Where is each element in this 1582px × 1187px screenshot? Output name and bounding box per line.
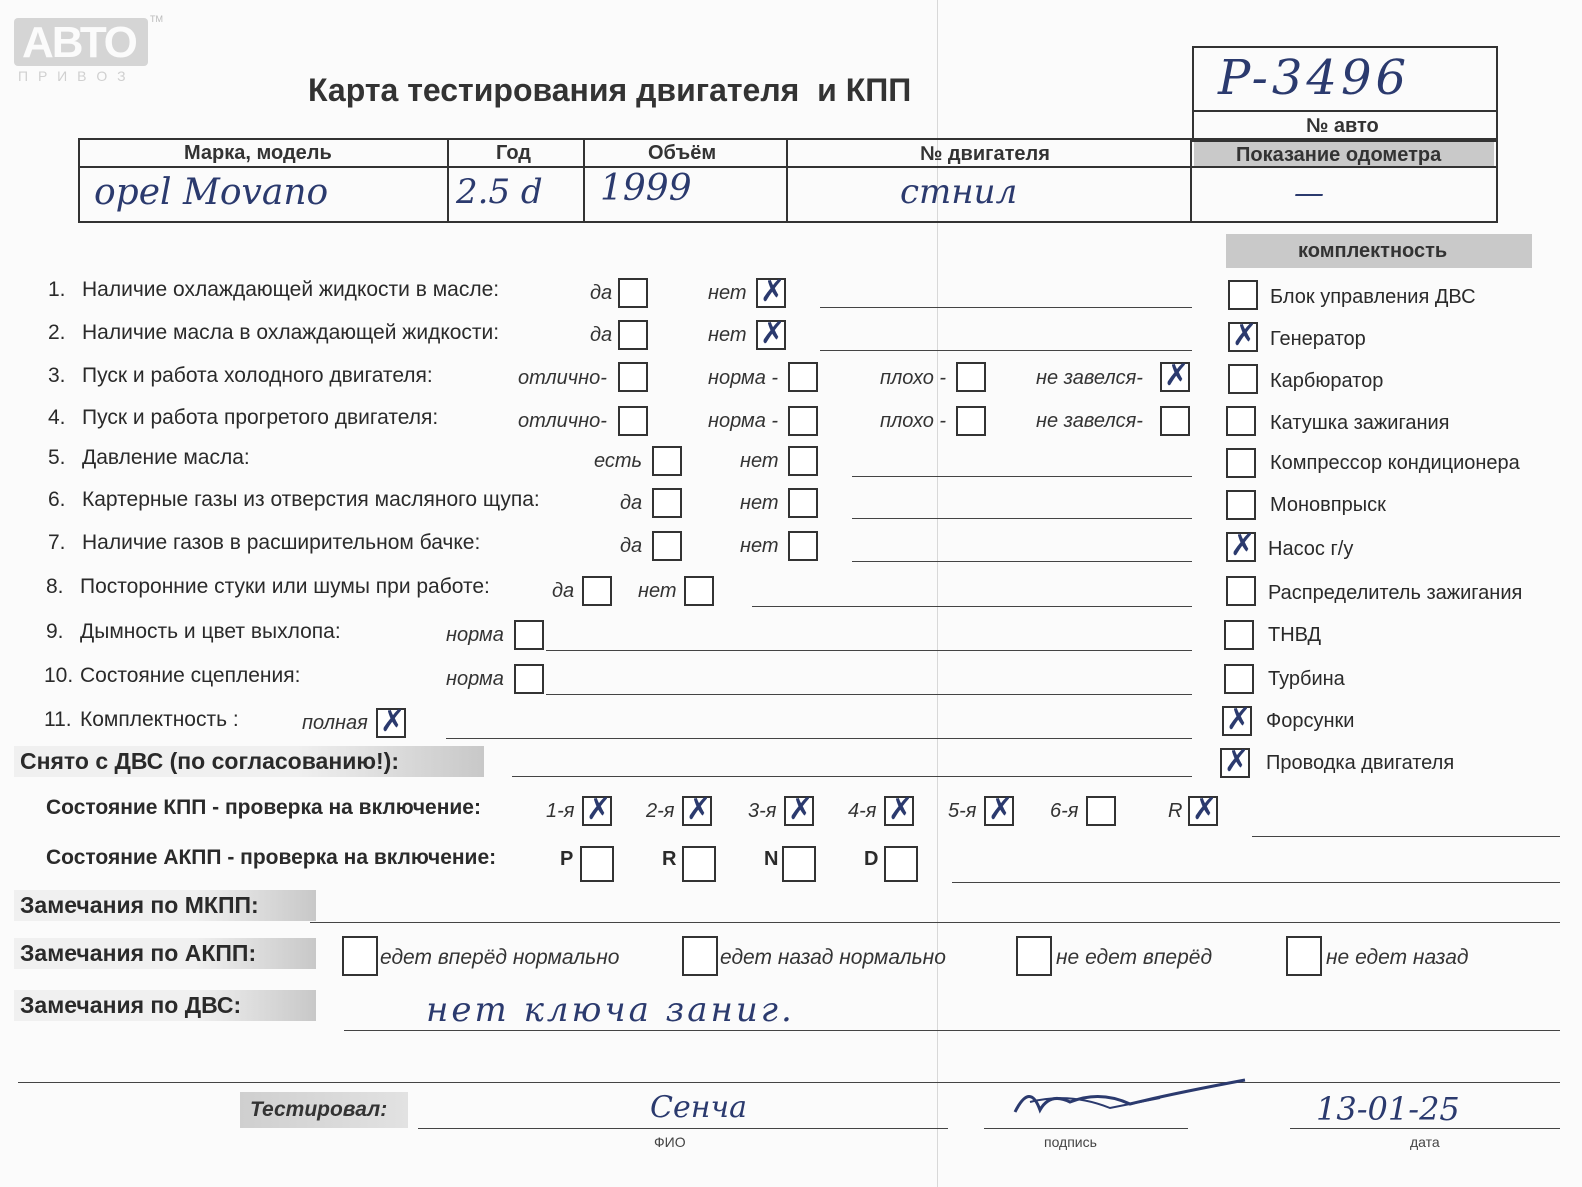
- q3-box-b[interactable]: [788, 362, 818, 392]
- q8-line: [752, 606, 1192, 607]
- col-div-2: [583, 138, 585, 223]
- q2-box-b[interactable]: [756, 320, 786, 350]
- odometer-value: —: [1294, 176, 1324, 211]
- kit-item-9: ТНВД: [1268, 624, 1322, 646]
- year-label: Год: [496, 142, 531, 164]
- q5-opt-a: есть: [594, 450, 643, 472]
- q1-line: [820, 307, 1192, 308]
- q6-text: Картерные газы из отверстия масляного щупа:: [82, 488, 540, 511]
- kit-box-9[interactable]: [1224, 620, 1254, 650]
- test-date: 13-01-25: [1316, 1090, 1460, 1128]
- q5-box-b[interactable]: [788, 446, 818, 476]
- q1-text: Наличие охлаждающей жидкости в масле:: [82, 278, 500, 301]
- q11-num: 11.: [44, 708, 72, 731]
- kit-box-2[interactable]: [1228, 322, 1258, 352]
- q3-box-d[interactable]: [1160, 362, 1190, 392]
- q1-num: 1.: [48, 278, 66, 301]
- page-title: Карта тестирования двигателя и КПП: [308, 72, 912, 108]
- kit-item-2: Генератор: [1270, 328, 1366, 350]
- q4-opt-d: не завелся-: [1036, 410, 1143, 432]
- q10-line: [546, 694, 1192, 695]
- q9-text: Дымность и цвет выхлопа:: [80, 620, 341, 643]
- make-label: Марка, модель: [184, 142, 332, 164]
- kit-box-11[interactable]: [1222, 706, 1252, 736]
- q4-opt-c: плохо -: [880, 410, 947, 432]
- q4-opt-b: норма -: [708, 410, 779, 432]
- kit-box-7[interactable]: [1226, 532, 1256, 562]
- tested-label: [240, 1092, 408, 1128]
- signature-stroke: [1015, 1080, 1245, 1112]
- akpp-note-box-1[interactable]: [342, 936, 378, 976]
- vehicle-no-label: № авто: [1306, 115, 1379, 137]
- q10-text: Состояние сцепления:: [80, 664, 301, 687]
- q5-num: 5.: [48, 446, 66, 469]
- q7-box-b[interactable]: [788, 531, 818, 561]
- q11-line: [446, 738, 1192, 739]
- extra-notes-line: [18, 1082, 1560, 1083]
- q4-box-c[interactable]: [956, 406, 986, 436]
- q3-num: 3.: [48, 364, 66, 387]
- q8-box-a[interactable]: [582, 576, 612, 606]
- odometer-label: Показание одометра: [1236, 144, 1442, 166]
- kpp-gear-5: 5-я: [948, 800, 977, 822]
- q7-opt-b: нет: [740, 535, 779, 557]
- akpp-notes-label: Замечания по АКПП:: [14, 938, 316, 969]
- q4-box-d[interactable]: [1160, 406, 1190, 436]
- akpp-note-opt-3: не едет вперёд: [1056, 946, 1213, 969]
- akpp-note-box-2[interactable]: [682, 936, 718, 976]
- fio-label: ФИО: [654, 1134, 686, 1150]
- q2-opt-b: нет: [708, 324, 747, 346]
- q4-num: 4.: [48, 406, 66, 429]
- akpp-box-n[interactable]: [782, 846, 816, 882]
- q8-opt-a: да: [552, 580, 575, 602]
- kit-item-11: Форсунки: [1266, 710, 1355, 732]
- akpp-note-opt-1: едет вперёд нормально: [380, 946, 620, 969]
- kit-item-1: Блок управления ДВС: [1270, 286, 1476, 308]
- kit-box-8[interactable]: [1226, 576, 1256, 606]
- q2-box-a[interactable]: [618, 320, 648, 350]
- dvs-notes-label: Замечания по ДВС:: [14, 990, 316, 1021]
- kit-title: [1226, 234, 1532, 268]
- kpp-box-3[interactable]: [784, 796, 814, 826]
- q5-line: [852, 476, 1192, 477]
- make-value: opel Movano: [94, 172, 329, 213]
- signature: [1010, 1072, 1250, 1132]
- removed-line: [512, 776, 1192, 777]
- q4-text: Пуск и работа прогретого двигателя:: [82, 406, 439, 429]
- q7-num: 7.: [48, 531, 66, 554]
- q3-box-a[interactable]: [618, 362, 648, 392]
- kpp-gear-r: R: [1168, 800, 1183, 822]
- date-line: [1290, 1128, 1560, 1129]
- date-label: дата: [1410, 1134, 1440, 1150]
- q6-opt-b: нет: [740, 492, 779, 514]
- kpp-box-5[interactable]: [984, 796, 1014, 826]
- q6-num: 6.: [48, 488, 66, 511]
- kit-box-3[interactable]: [1228, 364, 1258, 394]
- q3-opt-c: плохо -: [880, 367, 947, 389]
- akpp-note-box-3[interactable]: [1016, 936, 1052, 976]
- akpp-box-p[interactable]: [580, 846, 614, 882]
- q9-num: 9.: [46, 620, 64, 643]
- kpp-line: [1252, 836, 1560, 837]
- q4-opt-a: отлично-: [518, 410, 607, 432]
- kit-item-5: Компрессор кондиционера: [1270, 452, 1520, 474]
- sign-line: [984, 1128, 1188, 1129]
- kpp-gear-1: 1-я: [546, 800, 575, 822]
- q1-opt-b: нет: [708, 282, 747, 304]
- q11-box-a[interactable]: [376, 708, 406, 738]
- q8-opt-b: нет: [638, 580, 677, 602]
- q10-box-a[interactable]: [514, 664, 544, 694]
- q3-opt-b: норма -: [708, 367, 779, 389]
- kit-title-text: комплектность: [1298, 240, 1448, 262]
- logo-main: АВТО: [22, 18, 136, 67]
- dvs-notes-value: нет ключа заниг.: [426, 990, 795, 1030]
- q1-opt-a: да: [590, 282, 613, 304]
- removed-label: Снято с ДВС (по согласованию!):: [14, 746, 484, 777]
- kit-item-12: Проводка двигателя: [1266, 752, 1455, 774]
- q6-box-b[interactable]: [788, 488, 818, 518]
- kpp-box-2[interactable]: [682, 796, 712, 826]
- signature-stroke-2: [1030, 1098, 1160, 1108]
- q11-text: Комплектность :: [80, 708, 239, 731]
- q3-text: Пуск и работа холодного двигателя:: [82, 364, 433, 387]
- kit-box-5[interactable]: [1226, 448, 1256, 478]
- tester-name: Сенча: [650, 1090, 748, 1125]
- q9-line: [546, 650, 1192, 651]
- logo: [14, 18, 148, 66]
- akpp-box-d[interactable]: [884, 846, 918, 882]
- kpp-gear-3: 3-я: [748, 800, 777, 822]
- kit-item-8: Распределитель зажигания: [1268, 582, 1523, 604]
- q2-line: [820, 350, 1192, 351]
- logo-tm: TM: [150, 14, 163, 24]
- akpp-mode-n: N: [764, 848, 779, 870]
- mkpp-notes-line: [310, 922, 1560, 923]
- q9-opt-a: норма: [446, 624, 504, 646]
- q2-text: Наличие масла в охлаждающей жидкости:: [82, 321, 500, 344]
- q6-line: [852, 518, 1192, 519]
- q6-box-a[interactable]: [652, 488, 682, 518]
- kit-box-6[interactable]: [1226, 490, 1256, 520]
- kit-box-10[interactable]: [1224, 664, 1254, 694]
- akpp-box-r[interactable]: [682, 846, 716, 882]
- akpp-line: [952, 882, 1560, 883]
- mkpp-notes-label: Замечания по МКПП:: [14, 890, 316, 921]
- q10-opt-a: норма: [446, 668, 504, 690]
- col-div-3: [786, 138, 788, 223]
- akpp-label: Состояние АКПП - проверка на включение:: [46, 846, 497, 869]
- kit-item-6: Моновпрыск: [1270, 494, 1386, 516]
- logo-sub: П Р И В О З: [18, 68, 129, 84]
- engine-value: стнил: [900, 172, 1018, 212]
- q11-opt-a: полная: [302, 712, 368, 734]
- q7-line: [852, 561, 1192, 562]
- volume-value: 1999: [600, 168, 692, 209]
- col-div-4: [1190, 138, 1192, 223]
- kit-item-3: Карбюратор: [1270, 370, 1384, 392]
- akpp-mode-p: P: [560, 848, 574, 870]
- q1-box-a[interactable]: [618, 278, 648, 308]
- kpp-box-r[interactable]: [1188, 796, 1218, 826]
- q10-num: 10.: [44, 664, 74, 687]
- kpp-gear-6: 6-я: [1050, 800, 1079, 822]
- q9-box-a[interactable]: [514, 620, 544, 650]
- engine-label: № двигателя: [920, 143, 1050, 165]
- volume-label: Объём: [648, 142, 717, 164]
- kit-item-10: Турбина: [1268, 668, 1345, 690]
- vehicle-no-value: P-3496: [1218, 50, 1411, 106]
- q4-box-a[interactable]: [618, 406, 648, 436]
- kit-item-7: Насос г/у: [1268, 538, 1354, 560]
- kit-box-12[interactable]: [1220, 748, 1250, 778]
- akpp-note-box-4[interactable]: [1286, 936, 1322, 976]
- kpp-label: Состояние КПП - проверка на включение:: [46, 796, 481, 819]
- q1-box-b[interactable]: [756, 278, 786, 308]
- akpp-mode-d: D: [864, 848, 879, 870]
- year-value: 2.5 d: [456, 172, 543, 212]
- q5-box-a[interactable]: [652, 446, 682, 476]
- q3-opt-a: отлично-: [518, 367, 607, 389]
- vehicle-no-divider: [1192, 110, 1498, 112]
- kpp-box-6[interactable]: [1086, 796, 1116, 826]
- q8-num: 8.: [46, 575, 64, 598]
- q2-opt-a: да: [590, 324, 613, 346]
- kpp-gear-4: 4-я: [848, 800, 877, 822]
- q4-box-b[interactable]: [788, 406, 818, 436]
- dvs-notes-line: [344, 1030, 1560, 1031]
- kpp-box-1[interactable]: [582, 796, 612, 826]
- q5-opt-b: нет: [740, 450, 779, 472]
- kit-item-4: Катушка зажигания: [1270, 412, 1450, 434]
- q3-opt-d: не завелся-: [1036, 367, 1143, 389]
- col-div-1: [447, 138, 449, 223]
- tested-label-text: Тестировал:: [250, 1098, 388, 1121]
- kpp-box-4[interactable]: [884, 796, 914, 826]
- sign-label: подпись: [1044, 1134, 1097, 1150]
- q5-text: Давление масла:: [82, 446, 250, 469]
- akpp-note-opt-4: не едет назад: [1326, 946, 1469, 969]
- q7-opt-a: да: [620, 535, 643, 557]
- kpp-gear-2: 2-я: [646, 800, 675, 822]
- akpp-note-opt-2: едет назад нормально: [720, 946, 946, 969]
- q6-opt-a: да: [620, 492, 643, 514]
- q7-text: Наличие газов в расширительном бачке:: [82, 531, 481, 554]
- q8-text: Посторонние стуки или шумы при работе:: [80, 575, 490, 598]
- q2-num: 2.: [48, 321, 66, 344]
- q8-box-b[interactable]: [684, 576, 714, 606]
- akpp-mode-r: R: [662, 848, 677, 870]
- q3-box-c[interactable]: [956, 362, 986, 392]
- q7-box-a[interactable]: [652, 531, 682, 561]
- kit-box-4[interactable]: [1226, 406, 1256, 436]
- fio-line: [418, 1128, 948, 1129]
- kit-box-1[interactable]: [1228, 280, 1258, 310]
